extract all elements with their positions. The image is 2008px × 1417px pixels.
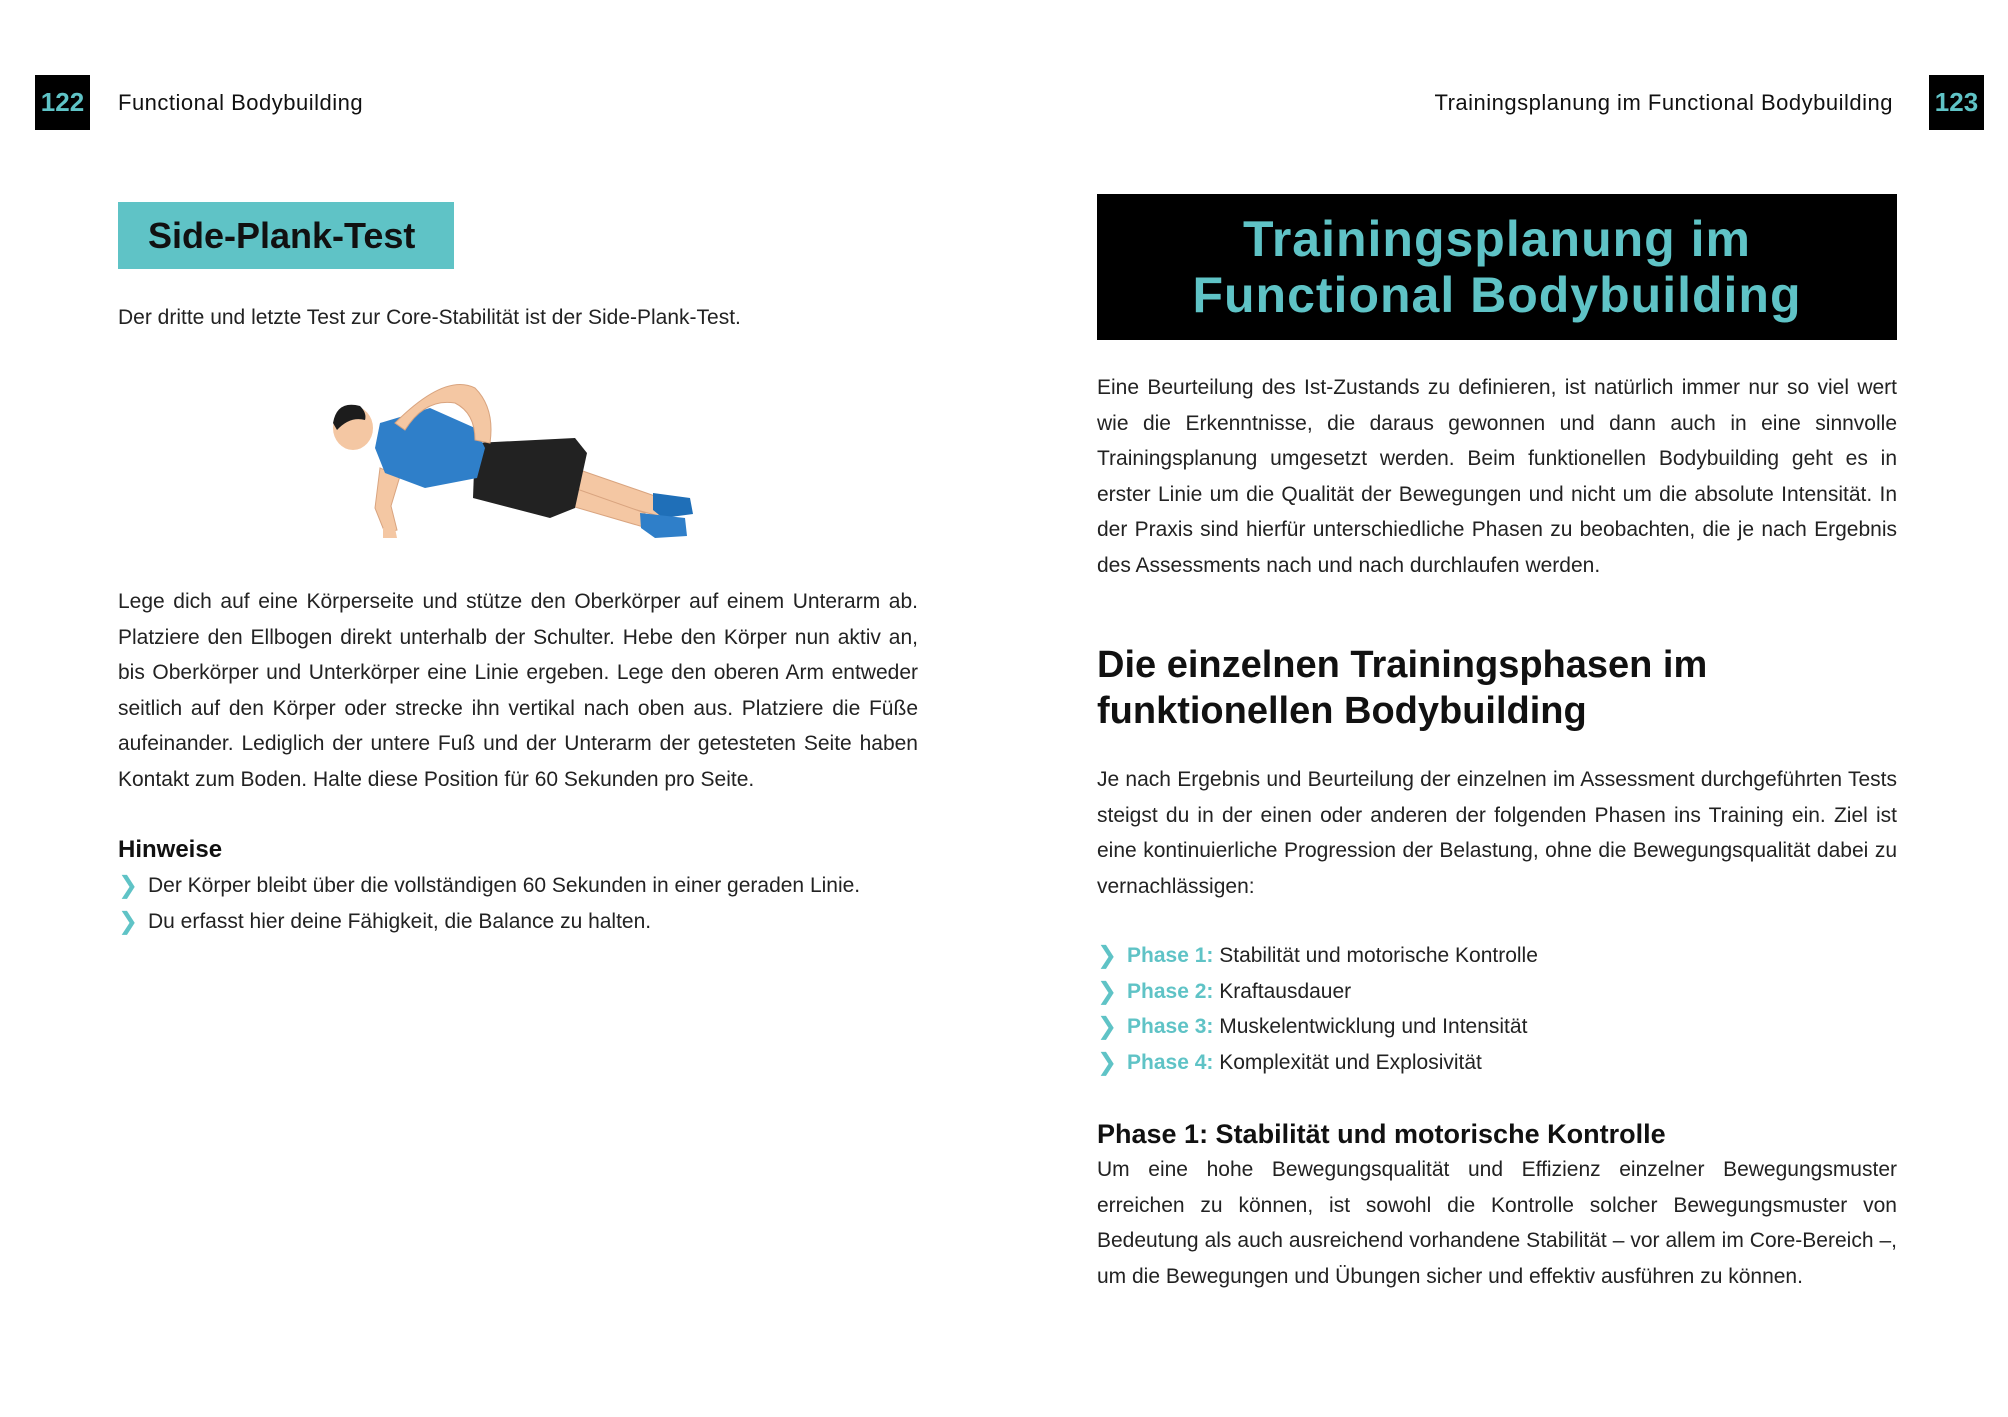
left-intro-text: Der dritte und letzte Test zur Core-Stabilität ist der Side-Plank-Test. [118,306,741,329]
phase-text: Komplexität und Explosivität [1219,1050,1482,1074]
list-item [1097,938,1897,974]
list-item [1097,1045,1897,1081]
phase-label: Phase 2: [1127,979,1214,1003]
chevron-right-icon: ❯ [1097,942,1118,969]
phase-label: Phase 1: [1127,944,1214,967]
side-plank-figure [325,368,705,543]
phase-text: Stabilität und motorische Kontrolle [1219,944,1538,967]
left-instructions-text: Lege dich auf eine Körperseite und stütze den Oberkörper auf einem Unterarm ab. Platziere den Ellbogen direkt unterhalb der Schulter. Hebe den Körper nun aktiv an, bis Oberkörper und Unterkörper eine Linie ergeben. Lege den oberen Arm entweder seitlich auf den Körper oder strecke ihn vertikal nach oben aus. Platziere die Füße aufeinander. Lediglich der untere Fuß und der Unterarm der getesteten Seite haben Kontakt zum Boden. Halte diese Position für 60 Sekunden pro Seite. [118,590,918,791]
list-item [1097,1009,1897,1045]
list-item [118,868,938,904]
note-text: Der Körper bleibt über die vollständigen 60 Sekunden in einer geraden Linie. [148,874,861,897]
notes-list [118,868,938,939]
phase-label: Phase 3: [1127,1015,1214,1038]
list-item [1097,974,1897,1010]
note-text: Du erfasst hier deine Fähigkeit, die Balance zu halten. [148,909,652,933]
phase-label: Phase 4: [1127,1050,1214,1074]
phase-text: Kraftausdauer [1219,979,1352,1003]
phases-list [1097,938,1897,1080]
section-text: Je nach Ergebnis und Beurteilung der einzelnen im Assessment durchgeführten Tests steigst du in der einen oder anderen der folgenden Phasen ins Training ein. Ziel ist eine kontinuierliche Progression der Belastung, ohne die Bewegungsqualität dabei zu vernachlässigen: [1097,768,1897,898]
chapter-title-box [1097,194,1897,340]
left-running-header: Functional Bodybuilding [118,90,364,115]
side-plank-illustration [325,368,705,543]
left-page-number: 122 [35,75,90,130]
section-title-side-plank: Side-Plank-Test [118,202,454,269]
right-page-number: 123 [1929,75,1984,130]
chevron-right-icon: ❯ [1097,1048,1118,1076]
right-intro-text: Eine Beurteilung des Ist-Zustands zu definieren, ist natürlich immer nur so viel wert wie die Erkenntnisse, die daraus gewonnen und dann auch in eine sinnvolle Trainingsplanung umgesetzt werden. Beim funktionellen Bodybuilding geht es in erster Linie um die Qualität der Bewegungen und nicht um die absolute Intensität. In der Praxis sind hierfür unterschiedliche Phasen zu beobachten, die je nach Ergebnis des Assessments nach und nach durchlaufen werden. [1097,376,1897,577]
phase1-text: Um eine hohe Bewegungsqualität und Effizienz einzelner Bewegungsmuster erreichen zu können, ist sowohl die Kontrolle solcher Bewegungsmuster von Bedeutung als auch ausreichend vorhandene Stabilität – vor allem im Core-Bereich –, um die Bewegungen und Übungen sicher und effektiv ausführen zu können. [1097,1158,1897,1288]
section-heading-line2: funktionellen Bodybuilding [1097,690,1587,732]
section-heading [1097,642,1897,734]
right-running-header: Trainingsplanung im Functional Bodybuilding [1434,90,1893,115]
phase1-heading: Phase 1: Stabilität und motorische Kontrolle [1097,1119,1666,1149]
chevron-right-icon: ❯ [118,872,139,899]
chevron-right-icon: ❯ [1097,977,1118,1005]
section-heading-line1: Die einzelnen Trainingsphasen im [1097,644,1708,686]
chapter-title-line1: Trainingsplanung im [1243,211,1751,267]
phase-text: Muskelentwicklung und Intensität [1219,1015,1528,1038]
chevron-right-icon: ❯ [118,907,139,935]
list-item [118,904,938,940]
chapter-title-line2: Functional Bodybuilding [1192,267,1802,323]
chevron-right-icon: ❯ [1097,1013,1118,1040]
notes-heading: Hinweise [118,836,223,863]
